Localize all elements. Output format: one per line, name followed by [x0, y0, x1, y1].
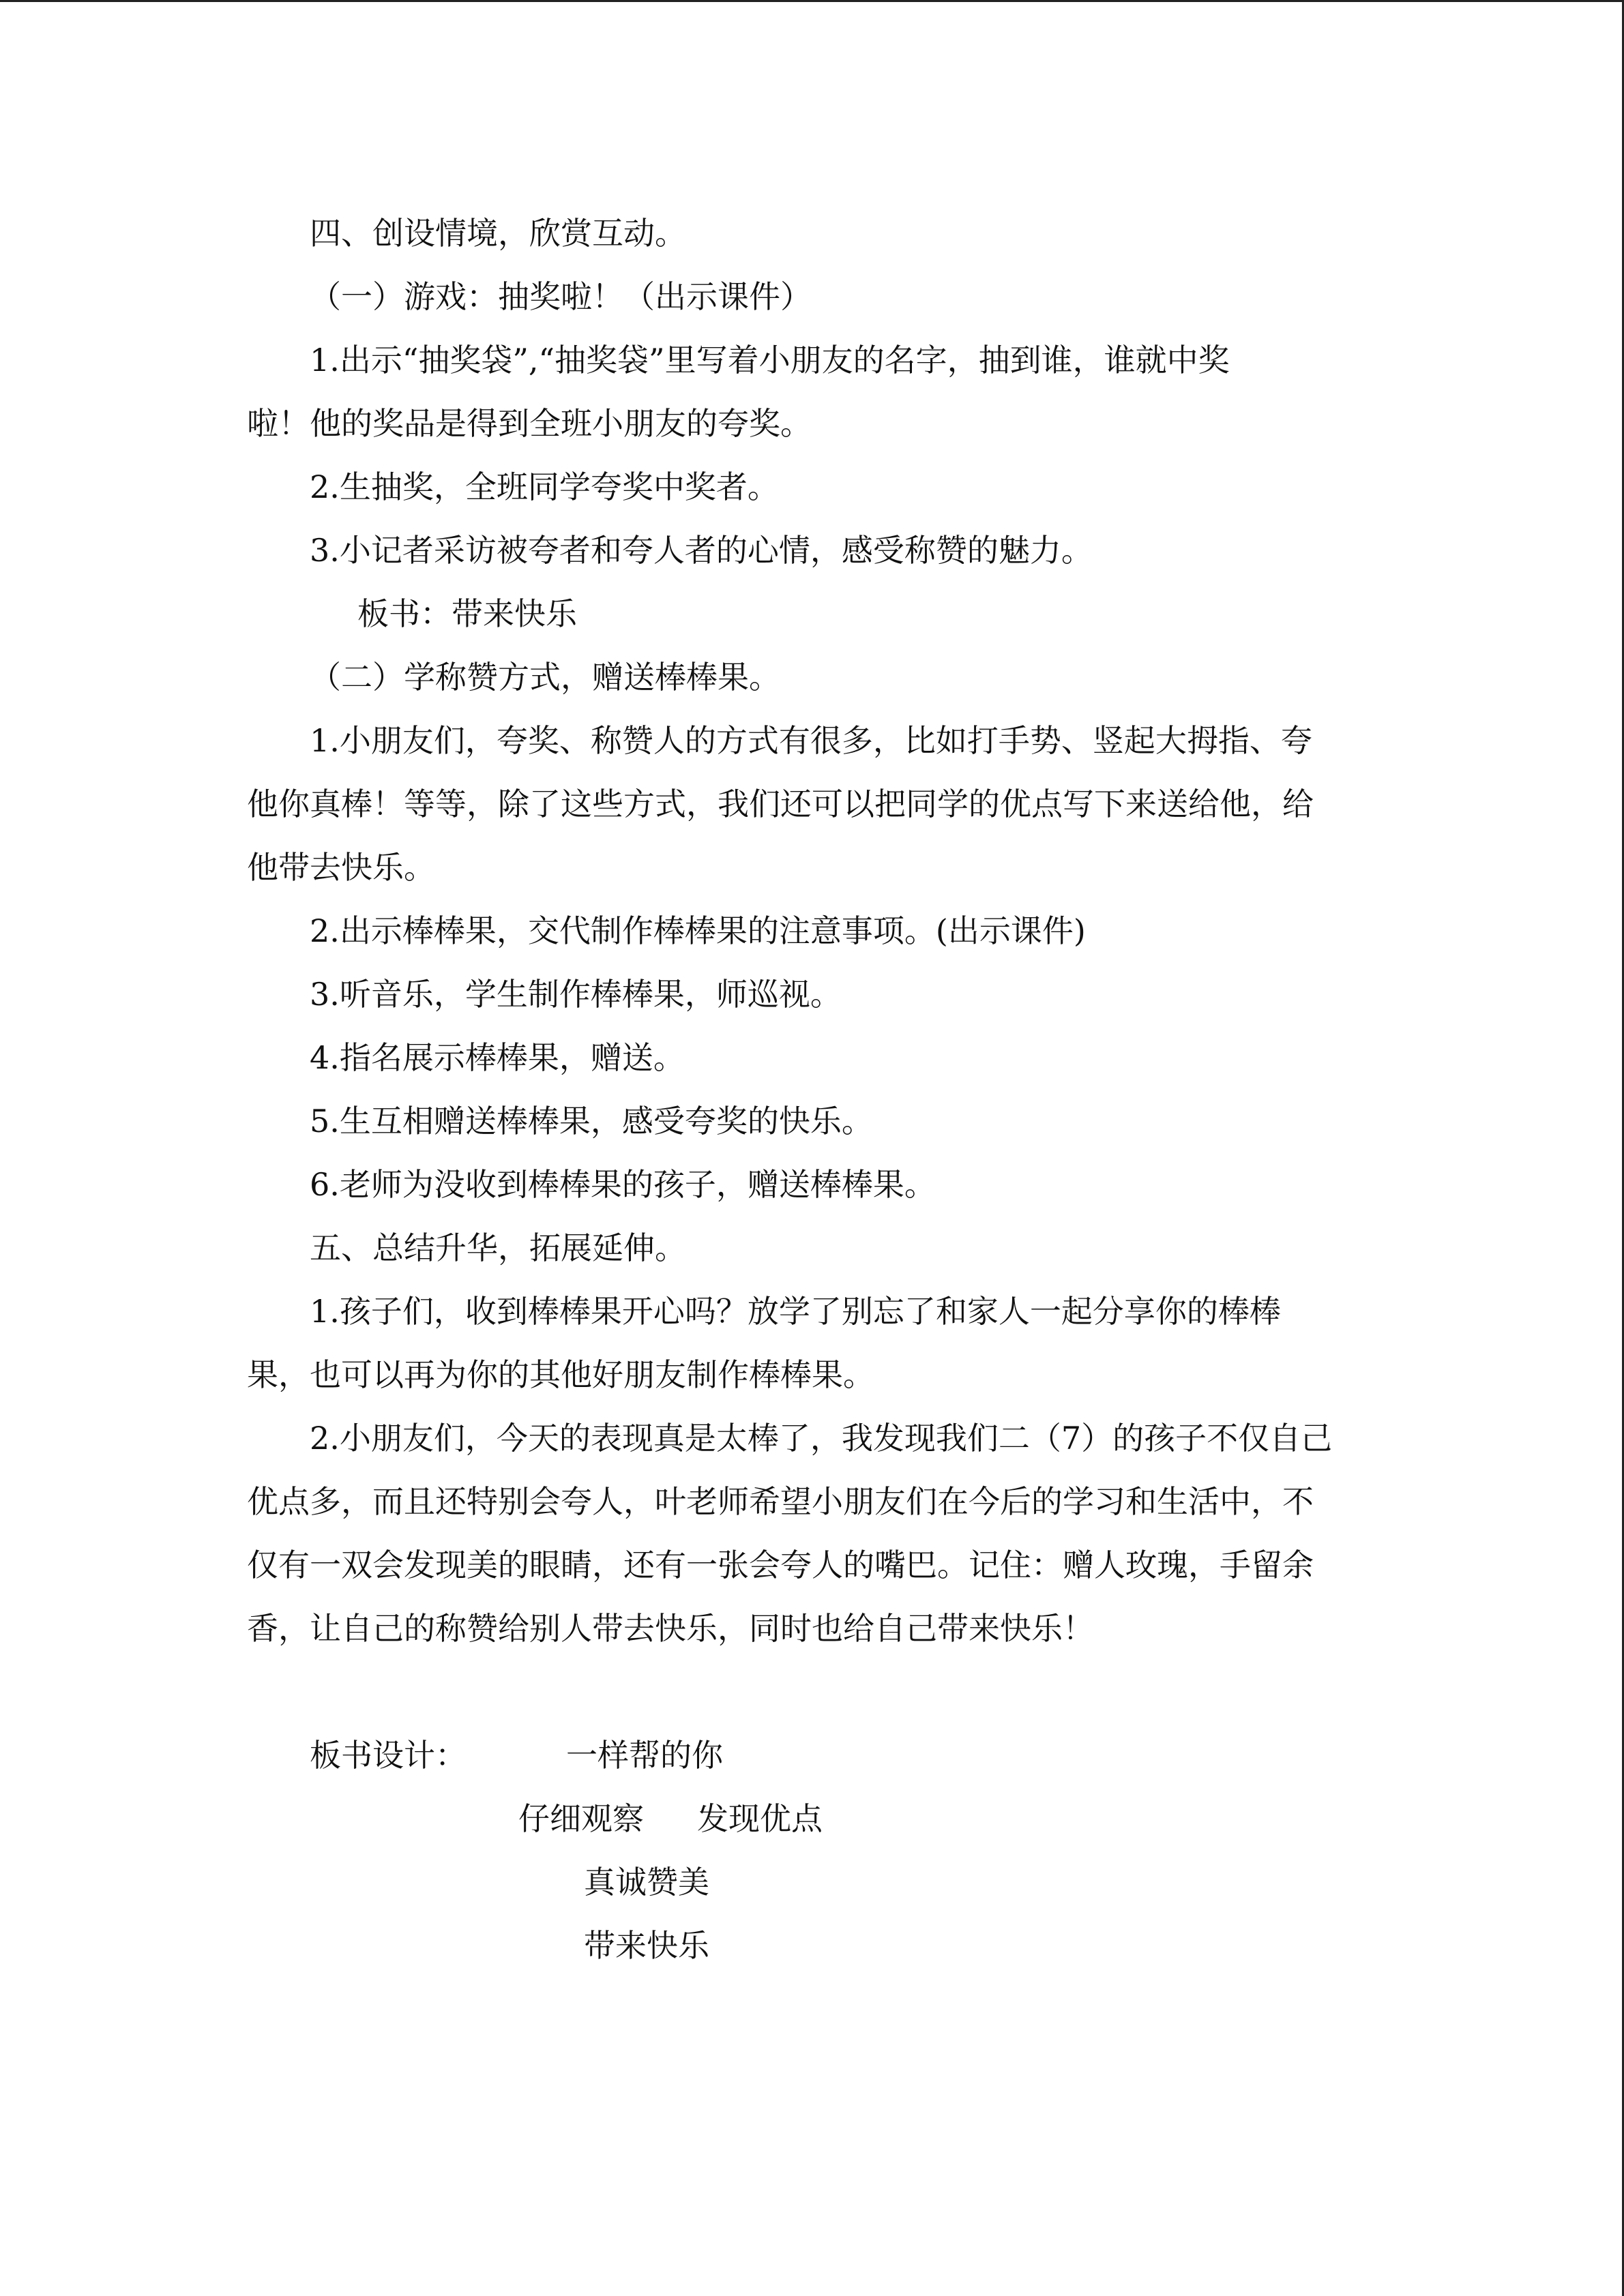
- board-design-item: 发现优点: [697, 1800, 823, 1837]
- board-design-title: 一样帮的你: [566, 1737, 723, 1774]
- subsection-heading: （二）学称赞方式，赠送棒棒果。: [310, 659, 780, 696]
- paragraph-line: 3.听音乐，学生制作棒棒果，师巡视。: [310, 976, 842, 1013]
- paragraph-line: 1.小朋友们，夸奖、称赞人的方式有很多，比如打手势、竖起大拇指、夸: [310, 722, 1312, 759]
- paragraph-line: 4.指名展示棒棒果，赠送。: [310, 1039, 685, 1076]
- spacer: [247, 1660, 1379, 1724]
- paragraph-line: 5.生互相赠送棒棒果，感受夸奖的快乐。: [310, 1103, 873, 1139]
- board-design-item: 带来快乐: [584, 1927, 709, 1964]
- paragraph-line: 仅有一双会发现美的眼睛，还有一张会夸人的嘴巴。记住：赠人玫瑰，手留余: [247, 1547, 1314, 1583]
- paragraph-line: 3.小记者采访被夸者和夸人者的心情，感受称赞的魅力。: [310, 532, 1093, 569]
- subsection-heading: （一）游戏：抽奖啦！（出示课件）: [310, 278, 812, 315]
- paragraph-line: 2.出示棒棒果，交代制作棒棒果的注意事项。(出示课件): [310, 912, 1086, 949]
- paragraph-line: 2.小朋友们，今天的表现真是太棒了，我发现我们二（7）的孩子不仅自己: [310, 1420, 1333, 1457]
- section-heading: 四、创设情境，欣赏互动。: [310, 215, 686, 252]
- board-design-item: 真诚赞美: [584, 1864, 709, 1900]
- section-heading: 五、总结升华，拓展延伸。: [310, 1229, 686, 1266]
- paragraph-line: 啦！他的奖品是得到全班小朋友的夸奖。: [247, 405, 812, 442]
- paragraph-line: 2.生抽奖，全班同学夸奖中奖者。: [310, 468, 779, 505]
- paragraph-line: 香，让自己的称赞给别人带去快乐，同时也给自己带来快乐！: [247, 1610, 1094, 1647]
- paragraph-line: 优点多，而且还特别会夸人，叶老师希望小朋友们在今后的学习和生活中，不: [247, 1483, 1314, 1520]
- paragraph-line: 1.孩子们，收到棒棒果开心吗？放学了别忘了和家人一起分享你的棒棒: [310, 1293, 1281, 1330]
- board-design-row-2: [247, 1787, 1379, 1851]
- paragraph-line: 他你真棒！等等，除了这些方式，我们还可以把同学的优点写下来送给他，给: [247, 786, 1314, 822]
- board-design-item: 仔细观察: [518, 1800, 644, 1837]
- board-note: 板书：带来快乐: [357, 595, 577, 632]
- document-body: [247, 202, 1379, 1978]
- paragraph-line: 6.老师为没收到棒棒果的孩子，赠送棒棒果。: [310, 1166, 936, 1203]
- board-design-row-4: [247, 1914, 1379, 1978]
- paragraph-line: 他带去快乐。: [247, 849, 435, 886]
- board-design-row-1: [247, 1724, 1379, 1787]
- paragraph-line: 1.出示“抽奖袋”,“抽奖袋”里写着小朋友的名字，抽到谁，谁就中奖: [310, 342, 1230, 378]
- board-design-label: 板书设计：: [310, 1737, 467, 1774]
- paragraph-line: 果，也可以再为你的其他好朋友制作棒棒果。: [247, 1356, 874, 1393]
- board-design-row-3: [247, 1851, 1379, 1914]
